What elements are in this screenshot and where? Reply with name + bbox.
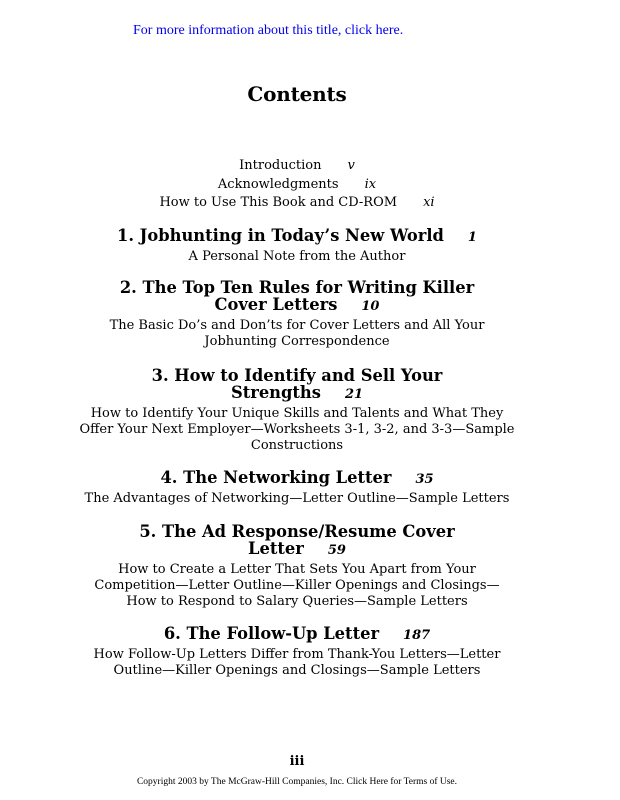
toc-entry-how-to-use[interactable] [0, 194, 594, 213]
front-matter-list [0, 157, 594, 213]
chapter-title: 5. The Ad Response/Resume Cover Letter [139, 522, 455, 558]
toc-entry-introduction[interactable] [0, 157, 594, 176]
more-info-link[interactable]: For more information about this title, click here. [133, 23, 404, 38]
page-title: Contents [247, 82, 347, 106]
toc-entry-acknowledgments[interactable] [0, 176, 594, 195]
chapter-title: 4. The Networking Letter [160, 468, 392, 487]
chapter-title: 6. The Follow-Up Letter [163, 624, 380, 643]
chapter-3 [0, 367, 594, 454]
chapter-heading[interactable] [127, 523, 467, 559]
chapter-description: The Basic Do’s and Don’ts for Cover Letters and All Your Jobhunting Correspondence [109, 318, 485, 349]
entry-label: How to Use This Book and CD-ROM [159, 195, 398, 210]
chapter-heading[interactable] [0, 625, 594, 644]
entry-page: ix [364, 176, 377, 192]
chapter-description: How Follow-Up Letters Differ from Thank-You Letters—Letter Outline—Killer Openings and Closings—Sample Letters [93, 647, 501, 678]
entry-label: Acknowledgments [217, 176, 339, 192]
entry-page: xi [423, 195, 435, 210]
chapter-title: 3. How to Identify and Sell Your Strengths [151, 366, 443, 402]
chapter-page: 10 [361, 299, 380, 314]
chapter-title: 1. Jobhunting in Today’s New World [117, 226, 444, 245]
chapter-4 [0, 469, 594, 507]
chapter-description: How to Create a Letter That Sets You Apart from Your Competition—Letter Outline—Killer Openings and Closings—How to Respond to Salary Queries—Sample Letters [94, 562, 500, 609]
copyright-notice[interactable]: Copyright 2003 by The McGraw-Hill Companies, Inc. Click Here for Terms of Use. [136, 777, 458, 787]
chapter-description: A Personal Note from the Author [188, 249, 406, 264]
chapter-description: The Advantages of Networking—Letter Outline—Sample Letters [84, 491, 510, 506]
chapter-2 [0, 279, 594, 350]
chapter-6 [0, 625, 594, 679]
chapter-1 [0, 227, 594, 265]
chapter-page: 59 [327, 543, 346, 558]
chapter-5 [0, 523, 594, 610]
chapter-page: 187 [403, 628, 431, 643]
chapter-page: 1 [467, 230, 477, 245]
chapter-title: 2. The Top Ten Rules for Writing Killer Cover Letters [119, 278, 475, 314]
chapter-heading[interactable] [0, 227, 594, 246]
chapter-description: How to Identify Your Unique Skills and Talents and What They Offer Your Next Employer—Worksheets 3-1, 3-2, and 3-3—Sample Constructions [79, 406, 515, 453]
entry-label: Introduction [239, 158, 322, 173]
chapter-heading[interactable] [97, 279, 497, 315]
chapter-page: 21 [344, 387, 364, 402]
chapter-page: 35 [415, 472, 434, 487]
entry-page: v [347, 158, 355, 173]
chapter-heading[interactable] [0, 469, 594, 488]
chapter-list [0, 227, 594, 679]
chapter-heading[interactable] [137, 367, 457, 403]
page-number: iii [289, 754, 305, 769]
